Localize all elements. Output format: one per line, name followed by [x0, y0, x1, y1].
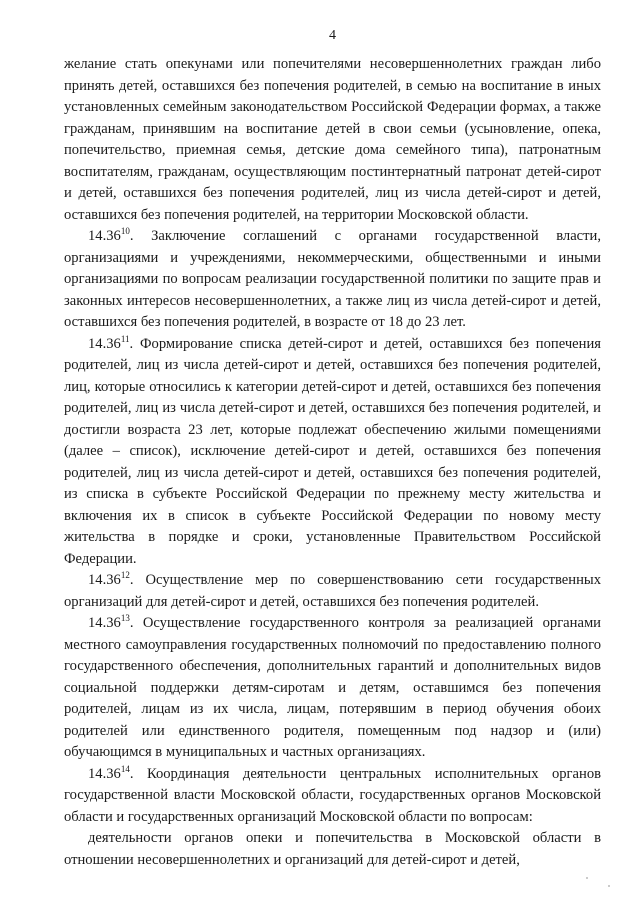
- clause-number: 14.36$^{10}$.: [88, 226, 134, 244]
- clause-number: 14.36$^{13}$.: [88, 613, 134, 631]
- paragraph-continuation: [64, 54, 601, 226]
- clause-14-36-14: [64, 764, 601, 829]
- clause-number: 14.36$^{11}$.: [88, 333, 134, 352]
- clause-number: 14.36$^{12}$.: [88, 570, 134, 588]
- clause-14-36-13: [64, 613, 601, 764]
- paragraph-text: деятельности органов опеки и попечительства в Московской области в отношении несовершеннолетних и организаций для детей-сирот и детей,: [64, 830, 601, 868]
- scan-speck: [608, 885, 610, 887]
- clause-number: 14.36$^{14}$.: [88, 763, 134, 782]
- sub-item-paragraph: [64, 828, 601, 871]
- clause-text: Осуществление государственного контроля за реализацией органами местного самоуправления государственных полномочий по предоставлению полного государственного обеспечения, дополнительных гарантий и дополнительных видов социальной поддержки детям-сиротам и детям, оставшимся без попечения родителей, лицам из их числа, лицам, потерявшим в период обучения обоих родителей или единственного родителя, помещенным под надзор и (или) обучающимся в муниципальных и частных организациях.: [64, 615, 601, 760]
- clause-text: Заключение соглашений с органами государственной власти, организациями и учреждениями, некоммерческими, общественными и иными организациями по вопросам реализации государственной политики по защите прав и законных интересов несовершеннолетних, а также лиц из числа детей-сирот и детей, оставшихся без попечения родителей, в возрасте от 18 до 23 лет.: [64, 228, 601, 330]
- scan-speck: [586, 877, 588, 879]
- clause-14-36-11: [64, 334, 601, 571]
- paragraph-text: желание стать опекунами или попечителями несовершеннолетних граждан либо принять детей, оставшихся без попечения родителей, в семью на воспитание в иных установленных семейным законодательством Российской Федерации формах, а также гражданам, принявшим на воспитание детей в свои семьи (усыновление, опека, попечительство, приемная семья, детские дома семейного типа), патронатным воспитателям, гражданам, осуществляющим постинтернатный патронат детей-сирот и детей, оставшихся без попечения родителей, лиц из числа детей-сирот и детей, оставшихся без попечения родителей, на территории Московской области.: [64, 56, 601, 223]
- clause-14-36-12: [64, 570, 601, 613]
- clause-text: Формирование списка детей-сирот и детей, оставшихся без попечения родителей, лиц из числа детей-сирот и детей, оставшихся без попечения родителей, лиц, которые относились к категории детей-сирот и детей, оставшихся без попечения родителей, лиц из числа детей-сирот и детей, оставшихся без попечения родителей, и достигли возраста 23 лет, которые подлежат обеспечению жилыми помещениями (далее – список), исключение детей-сирот и детей, оставшихся без попечения родителей, лиц из числа детей-сирот и детей, оставшихся без попечения родителей, из списка в субъекте Российской Федерации по прежнему месту жительства и включения их в список в субъекте Российской Федерации по новому месту жительства в порядке и сроки, установленные Правительством Российской Федерации.: [64, 335, 601, 567]
- page-number: 4: [329, 28, 336, 43]
- clause-text: Осуществление мер по совершенствованию сети государственных организаций для детей-сирот и детей, оставшихся без попечения родителей.: [64, 572, 602, 610]
- document-body: [64, 54, 601, 871]
- clause-text: Координация деятельности центральных исполнительных органов государственной власти Московской области, государственных органов Московской области и государственных организаций Московской области по вопросам:: [64, 765, 602, 825]
- clause-14-36-10: [64, 226, 601, 334]
